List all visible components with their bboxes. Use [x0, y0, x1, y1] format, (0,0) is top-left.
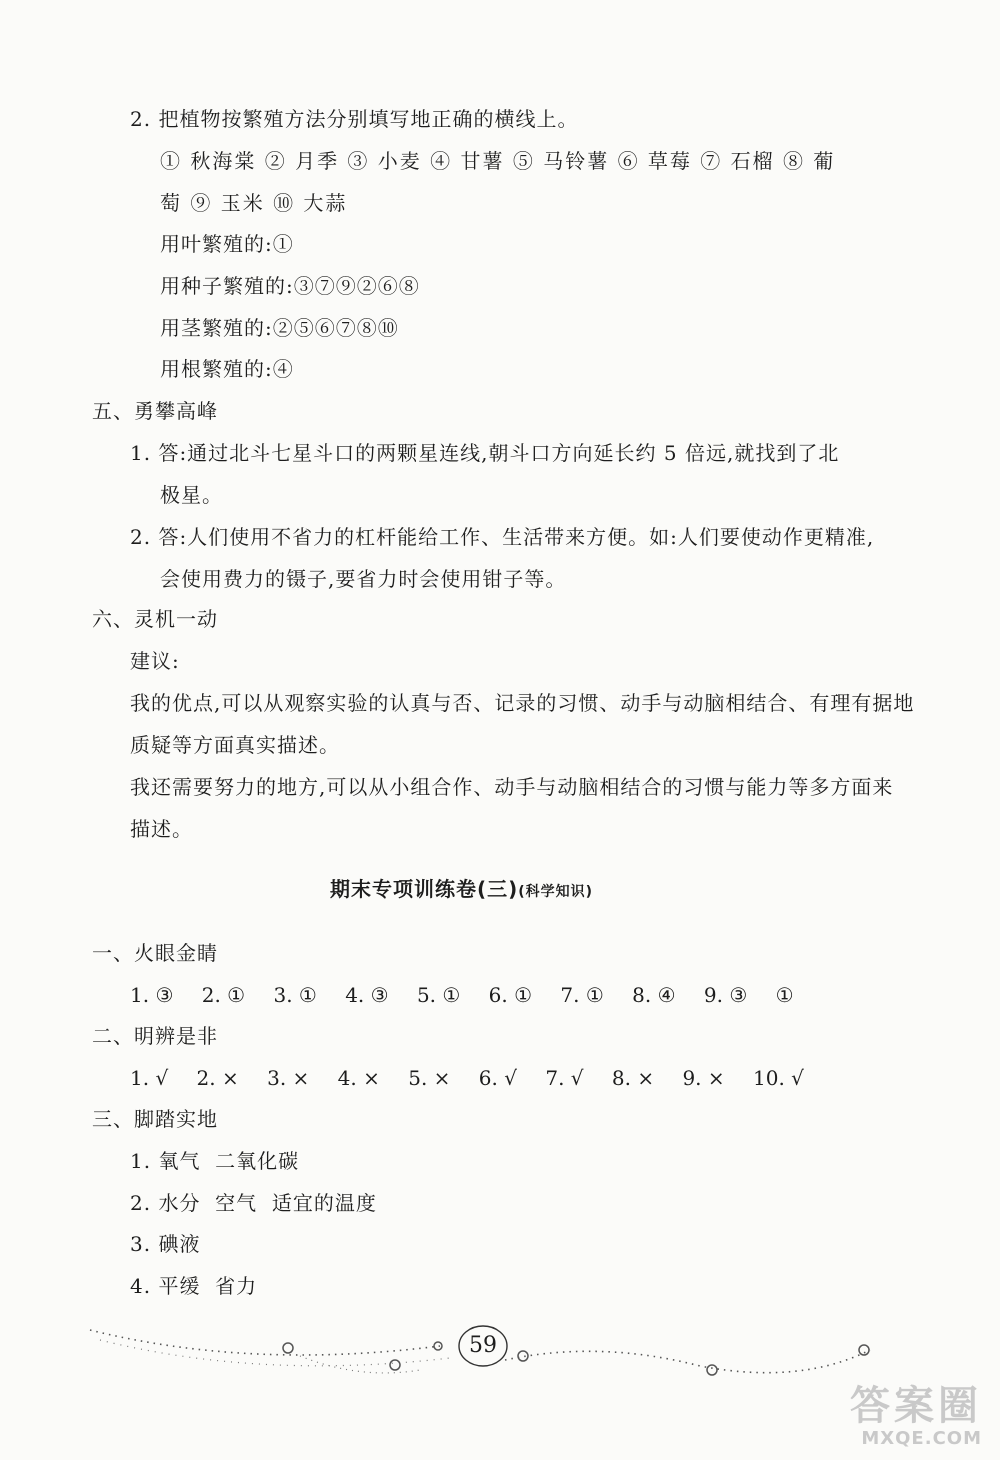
section-5-heading: 五、勇攀高峰: [92, 399, 218, 423]
answer-1-line1: 1. 答:通过北斗七星斗口的两颗星连线,朝斗口方向延长约 5 倍远,就找到了北: [130, 441, 840, 465]
exam-title-main: 期末专项训练卷(三): [330, 877, 519, 901]
seed-propagation: 用种子繁殖的:③⑦⑨②⑥⑧: [160, 274, 420, 298]
plant-options-line1: ① 秋海棠 ② 月季 ③ 小麦 ④ 甘薯 ⑤ 马铃薯 ⑥ 草莓 ⑦ 石榴 ⑧ 葡: [160, 149, 836, 173]
footer-flower-icon: [518, 1351, 528, 1361]
answer-2-line2: 会使用费力的镊子,要省力时会使用钳子等。: [160, 567, 567, 591]
answer-1-line2: 极星。: [160, 483, 223, 507]
part-3-answer-2: 2. 水分 空气 适宜的温度: [130, 1191, 377, 1215]
part-2-answer: 10. √: [753, 1066, 804, 1090]
watermark: [782, 1384, 982, 1454]
exam-title-subtitle: (科学知识): [518, 884, 594, 900]
part-1-answer: 6. ①: [488, 983, 533, 1007]
part-1-answer: 8. ④: [632, 983, 676, 1007]
part-1-answer: 3. ①: [273, 983, 317, 1007]
root-propagation: 用根繁殖的:④: [160, 357, 294, 381]
part-2-answer: 4. ×: [337, 1066, 380, 1090]
part-2-answer: 7. √: [545, 1066, 584, 1090]
part-2-answer: 6. √: [478, 1066, 517, 1090]
part-3-answer-4: 4. 平缓 省力: [130, 1274, 258, 1298]
plant-options-line2: 萄 ⑨ 玉米 ⑩ 大蒜: [160, 191, 348, 215]
leaf-propagation: 用叶繁殖的:①: [160, 232, 294, 256]
footer-dotted-curve: [100, 1340, 450, 1366]
part-2-answer: 5. ×: [408, 1066, 451, 1090]
question-2: 2. 把植物按繁殖方法分别填写地正确的横线上。: [130, 107, 579, 131]
footer-flower-icon: [434, 1342, 442, 1350]
part-1-answer: 5. ①: [416, 983, 461, 1007]
footer-flower-icon: [283, 1343, 293, 1353]
part-3-answer-1: 1. 氧气 二氧化碳: [130, 1149, 300, 1173]
part-2-answer: 8. ×: [611, 1066, 655, 1090]
exam-title: [330, 873, 593, 902]
part-2-answer: 3. ×: [267, 1066, 310, 1090]
part-1-answer: 9. ③: [703, 983, 748, 1007]
footer-dotted-curve: [90, 1330, 440, 1355]
part-3-answer-3: 3. 碘液: [130, 1232, 201, 1256]
footer-dotted-curve: [505, 1350, 870, 1373]
strengths-line1: 我的优点,可以从观察实验的认真与否、记录的习惯、动手与动脑相结合、有理有据地: [130, 691, 915, 715]
part-1-answer: 4. ③: [345, 983, 389, 1007]
part-2-answer: 1. √: [130, 1066, 169, 1090]
answer-2-line1: 2. 答:人们使用不省力的杠杆能给工作、生活带来方便。如:人们要使动作更精准,: [130, 525, 875, 549]
part-2-answer: 9. ×: [682, 1066, 725, 1090]
part-1-answers: [130, 982, 816, 1008]
part-2-answer: 2. ×: [196, 1066, 239, 1090]
stem-propagation: 用茎繁殖的:②⑤⑥⑦⑧⑩: [160, 316, 399, 340]
part-1-answer: 1. ③: [130, 983, 174, 1007]
page-number: 59: [469, 1333, 497, 1358]
part-1-answer: ①: [775, 983, 794, 1007]
watermark-logo-text: 答案圈: [850, 1383, 982, 1429]
part-3-heading: 三、脚踏实地: [92, 1107, 218, 1131]
footer-flower-icon: [859, 1345, 869, 1355]
footer-dotted-curve: [300, 1356, 420, 1373]
watermark-url: MXQE.COM: [861, 1428, 982, 1449]
footer-flower-icon: [390, 1360, 400, 1370]
part-1-answer: 2. ①: [201, 983, 246, 1007]
strengths-line2: 质疑等方面真实描述。: [130, 733, 340, 757]
part-2-answers: [130, 1065, 826, 1091]
part-1-answer: 7. ①: [560, 983, 604, 1007]
part-2-heading: 二、明辨是非: [92, 1024, 218, 1048]
suggestion-label: 建议:: [130, 649, 180, 673]
improvements-line2: 描述。: [130, 817, 193, 841]
part-1-heading: 一、火眼金睛: [92, 941, 218, 965]
improvements-line1: 我还需要努力的地方,可以从小组合作、动手与动脑相结合的习惯与能力等多方面来: [130, 775, 894, 799]
section-6-heading: 六、灵机一动: [92, 607, 218, 631]
footer-flower-icon: [707, 1365, 717, 1375]
